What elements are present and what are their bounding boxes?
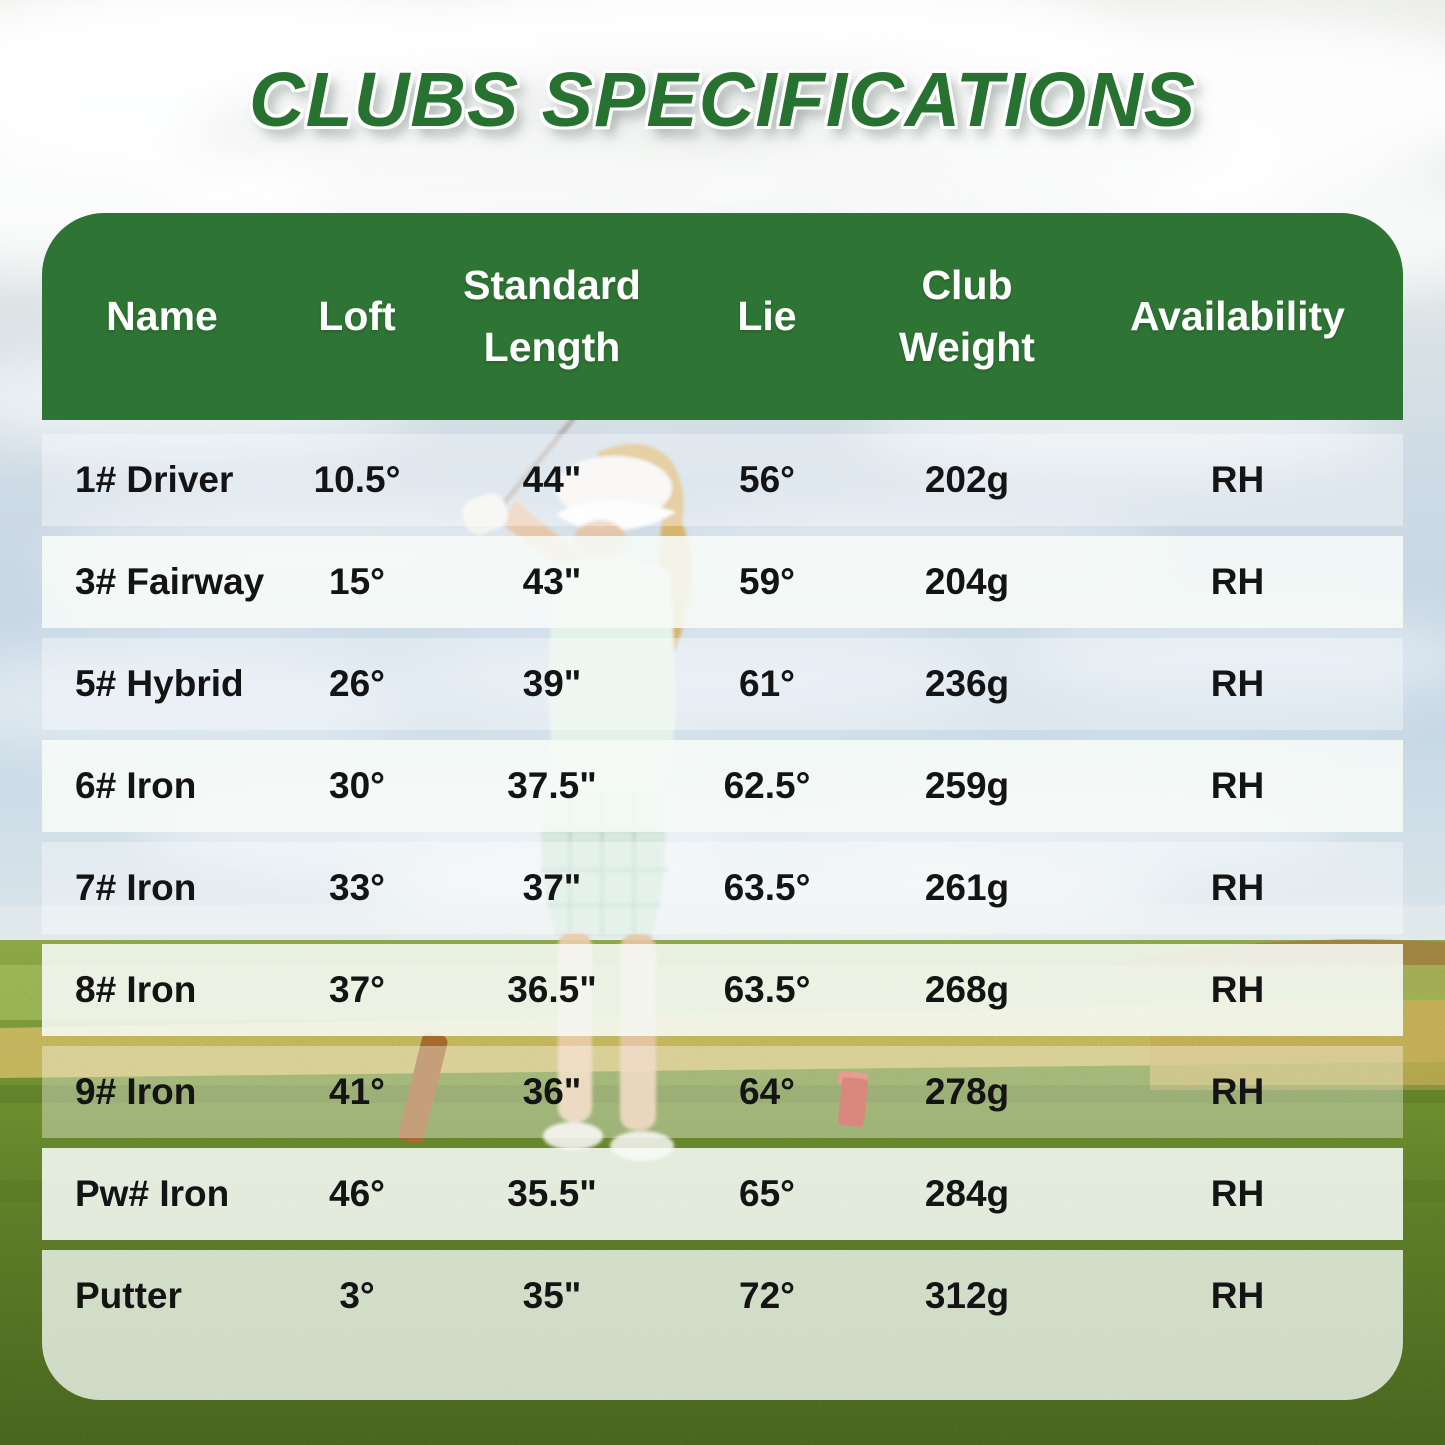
cell-lie: 56°: [739, 459, 795, 500]
cell-availability: RH: [1210, 1071, 1265, 1112]
cell-availability: RH: [1210, 663, 1265, 704]
cell-loft: 37°: [329, 969, 385, 1010]
cell-lie: 64°: [739, 1071, 795, 1112]
cell-loft: 3°: [339, 1275, 375, 1316]
cell-weight: 202g: [924, 459, 1010, 500]
cell-length: 37": [522, 867, 582, 908]
cell-name: 9# Iron: [75, 1071, 197, 1112]
column-header-loft: Loft: [318, 292, 396, 339]
column-header-standard-length: Standard Length: [463, 262, 641, 370]
cell-weight: 284g: [924, 1173, 1010, 1214]
cell-name: 3# Fairway: [75, 561, 265, 602]
cell-lie: 63.5°: [723, 867, 811, 908]
cell-length: 35.5": [507, 1173, 597, 1214]
table-row: [42, 434, 1403, 526]
cell-name: 8# Iron: [75, 969, 197, 1010]
table-row: [42, 536, 1403, 628]
cell-availability: RH: [1210, 765, 1265, 806]
cell-loft: 30°: [329, 765, 385, 806]
cell-weight: 278g: [924, 1071, 1010, 1112]
table-row: [42, 1148, 1403, 1240]
cell-loft: 26°: [329, 663, 385, 704]
table-header-row: [42, 213, 1403, 420]
cell-length: 43": [522, 561, 582, 602]
cell-name: 5# Hybrid: [75, 663, 244, 704]
cell-length: 36.5": [507, 969, 597, 1010]
column-header-club-weight: Club Weight: [899, 262, 1035, 370]
column-header-name: Name: [106, 292, 218, 339]
cell-loft: 15°: [329, 561, 385, 602]
cell-name: 1# Driver: [75, 459, 234, 500]
cell-lie: 72°: [739, 1275, 795, 1316]
cell-length: 36": [522, 1071, 582, 1112]
cell-name: 6# Iron: [75, 765, 197, 806]
cell-name: Putter: [75, 1275, 182, 1316]
cell-availability: RH: [1210, 459, 1265, 500]
table-row: [42, 944, 1403, 1036]
table-row: [42, 842, 1403, 934]
cell-loft: 41°: [329, 1071, 385, 1112]
cell-lie: 63.5°: [723, 969, 811, 1010]
cell-availability: RH: [1210, 969, 1265, 1010]
cell-length: 44": [522, 459, 582, 500]
cell-weight: 236g: [924, 663, 1010, 704]
cell-availability: RH: [1210, 867, 1265, 908]
column-header-availability: Availability: [1130, 292, 1345, 339]
cell-loft: 46°: [329, 1173, 385, 1214]
table-row: [42, 1046, 1403, 1138]
cell-length: 39": [522, 663, 582, 704]
cell-name: Pw# Iron: [75, 1173, 230, 1214]
cell-weight: 261g: [924, 867, 1010, 908]
cell-lie: 62.5°: [723, 765, 811, 806]
cell-availability: RH: [1210, 1275, 1265, 1316]
cell-lie: 59°: [739, 561, 795, 602]
cell-length: 35": [522, 1275, 582, 1316]
cell-availability: RH: [1210, 561, 1265, 602]
cell-length: 37.5": [507, 765, 597, 806]
cell-weight: 312g: [924, 1275, 1010, 1316]
cell-weight: 259g: [924, 765, 1010, 806]
cell-lie: 65°: [739, 1173, 795, 1214]
cell-availability: RH: [1210, 1173, 1265, 1214]
cell-lie: 61°: [739, 663, 795, 704]
spec-table: [42, 213, 1403, 1400]
cell-loft: 33°: [329, 867, 385, 908]
cell-weight: 268g: [924, 969, 1010, 1010]
page-title: CLUBS SPECIFICATIONS: [249, 57, 1196, 143]
column-header-lie: Lie: [737, 292, 797, 339]
cell-loft: 10.5°: [313, 459, 401, 500]
table-row: [42, 1250, 1403, 1400]
cell-name: 7# Iron: [75, 867, 197, 908]
table-row: [42, 740, 1403, 832]
table-row: [42, 638, 1403, 730]
cell-weight: 204g: [924, 561, 1010, 602]
